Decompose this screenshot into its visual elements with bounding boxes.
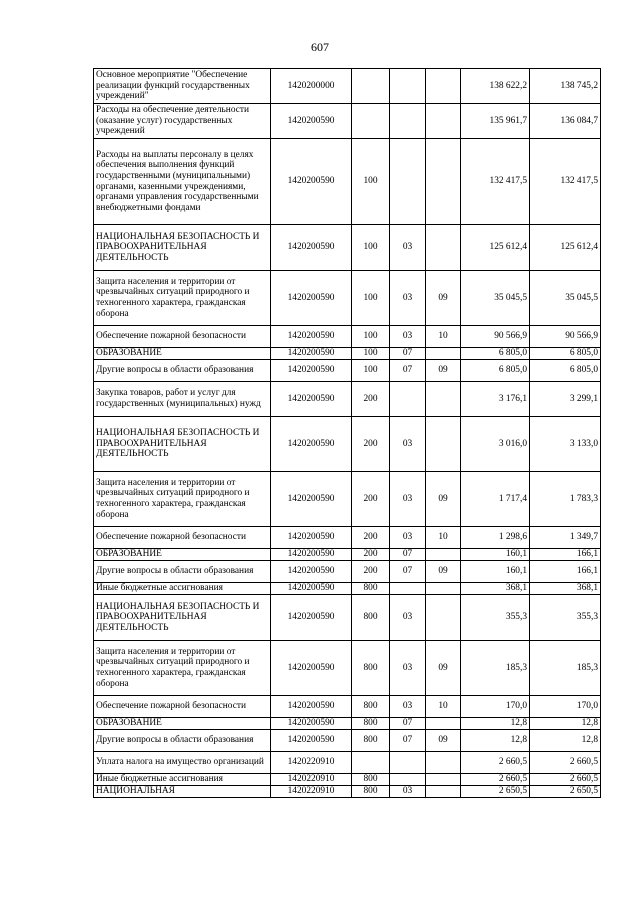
row-name-cell: Защита населения и территории от чрезвычайных ситуаций природного и техногенного характера, гражданская оборона — [94, 472, 271, 527]
subsection-cell — [426, 595, 461, 641]
amount-year2-cell: 138 745,2 — [530, 69, 601, 104]
target-code-cell: 1420200590 — [271, 348, 352, 360]
subsection-cell: 09 — [426, 472, 461, 527]
amount-year1-cell: 2 660,5 — [461, 774, 530, 786]
amount-year1-cell: 12,8 — [461, 730, 530, 752]
section-cell: 07 — [390, 360, 426, 382]
budget-table — [93, 68, 601, 798]
target-code-cell: 1420200590 — [271, 561, 352, 583]
subsection-cell — [426, 417, 461, 472]
target-code-cell: 1420200590 — [271, 139, 352, 225]
amount-year1-cell: 160,1 — [461, 549, 530, 561]
section-cell: 03 — [390, 225, 426, 271]
target-code-cell: 1420220910 — [271, 786, 352, 798]
row-name-cell: ОБРАЗОВАНИЕ — [94, 718, 271, 730]
section-cell: 03 — [390, 326, 426, 348]
amount-year2-cell: 2 660,5 — [530, 774, 601, 786]
amount-year2-cell: 132 417,5 — [530, 139, 601, 225]
amount-year1-cell: 1 717,4 — [461, 472, 530, 527]
table-row — [94, 326, 601, 348]
table-row — [94, 595, 601, 641]
expense-type-cell: 800 — [352, 786, 390, 798]
section-cell: 03 — [390, 595, 426, 641]
amount-year2-cell: 6 805,0 — [530, 348, 601, 360]
table-row — [94, 774, 601, 786]
section-cell: 03 — [390, 271, 426, 326]
table-row — [94, 561, 601, 583]
subsection-cell: 10 — [426, 326, 461, 348]
subsection-cell: 09 — [426, 561, 461, 583]
row-name-cell: Защита населения и территории от чрезвычайных ситуаций природного и техногенного характера, гражданская оборона — [94, 641, 271, 696]
row-name-cell: Уплата налога на имущество организаций — [94, 752, 271, 774]
table-row — [94, 417, 601, 472]
expense-type-cell: 800 — [352, 696, 390, 718]
amount-year2-cell: 1 349,7 — [530, 527, 601, 549]
row-name-cell: НАЦИОНАЛЬНАЯ БЕЗОПАСНОСТЬ И ПРАВООХРАНИТЕЛЬНАЯ ДЕЯТЕЛЬНОСТЬ — [94, 417, 271, 472]
section-cell — [390, 139, 426, 225]
expense-type-cell: 800 — [352, 718, 390, 730]
section-cell — [390, 752, 426, 774]
row-name-cell: НАЦИОНАЛЬНАЯ БЕЗОПАСНОСТЬ И ПРАВООХРАНИТЕЛЬНАЯ ДЕЯТЕЛЬНОСТЬ — [94, 225, 271, 271]
amount-year2-cell: 136 084,7 — [530, 104, 601, 139]
amount-year2-cell: 90 566,9 — [530, 326, 601, 348]
table-row — [94, 696, 601, 718]
row-name-cell: Обеспечение пожарной безопасности — [94, 326, 271, 348]
amount-year1-cell: 125 612,4 — [461, 225, 530, 271]
expense-type-cell: 200 — [352, 549, 390, 561]
expense-type-cell — [352, 752, 390, 774]
amount-year2-cell: 6 805,0 — [530, 360, 601, 382]
section-cell: 07 — [390, 730, 426, 752]
budget-table-body — [94, 69, 601, 798]
table-row — [94, 104, 601, 139]
amount-year1-cell: 160,1 — [461, 561, 530, 583]
row-name-cell: Иные бюджетные ассигнования — [94, 583, 271, 595]
subsection-cell — [426, 104, 461, 139]
amount-year1-cell: 3 176,1 — [461, 382, 530, 417]
expense-type-cell: 100 — [352, 360, 390, 382]
expense-type-cell: 100 — [352, 271, 390, 326]
section-cell — [390, 774, 426, 786]
target-code-cell: 1420200590 — [271, 696, 352, 718]
section-cell: 03 — [390, 417, 426, 472]
row-name-cell: Другие вопросы в области образования — [94, 360, 271, 382]
section-cell: 07 — [390, 549, 426, 561]
table-row — [94, 786, 601, 798]
amount-year2-cell: 170,0 — [530, 696, 601, 718]
target-code-cell: 1420200590 — [271, 104, 352, 139]
table-row — [94, 730, 601, 752]
table-row — [94, 348, 601, 360]
subsection-cell — [426, 382, 461, 417]
target-code-cell: 1420200590 — [271, 718, 352, 730]
amount-year1-cell: 6 805,0 — [461, 348, 530, 360]
table-row — [94, 360, 601, 382]
target-code-cell: 1420200590 — [271, 271, 352, 326]
expense-type-cell: 800 — [352, 774, 390, 786]
table-row — [94, 271, 601, 326]
subsection-cell — [426, 549, 461, 561]
section-cell — [390, 104, 426, 139]
amount-year1-cell: 132 417,5 — [461, 139, 530, 225]
expense-type-cell: 100 — [352, 326, 390, 348]
row-name-cell: Расходы на обеспечение деятельности (оказание услуг) государственных учреждений — [94, 104, 271, 139]
section-cell: 07 — [390, 561, 426, 583]
amount-year1-cell: 6 805,0 — [461, 360, 530, 382]
row-name-cell: НАЦИОНАЛЬНАЯ БЕЗОПАСНОСТЬ И ПРАВООХРАНИТЕЛЬНАЯ ДЕЯТЕЛЬНОСТЬ — [94, 595, 271, 641]
amount-year2-cell: 355,3 — [530, 595, 601, 641]
table-row — [94, 641, 601, 696]
target-code-cell: 1420200590 — [271, 225, 352, 271]
target-code-cell: 1420200590 — [271, 641, 352, 696]
amount-year1-cell: 185,3 — [461, 641, 530, 696]
page-number: 607 — [311, 40, 329, 54]
subsection-cell — [426, 718, 461, 730]
amount-year1-cell: 355,3 — [461, 595, 530, 641]
target-code-cell: 1420200590 — [271, 472, 352, 527]
target-code-cell: 1420220910 — [271, 752, 352, 774]
row-name-cell: Закупка товаров, работ и услуг для государственных (муниципальных) нужд — [94, 382, 271, 417]
amount-year1-cell: 1 298,6 — [461, 527, 530, 549]
amount-year2-cell: 12,8 — [530, 730, 601, 752]
expense-type-cell: 100 — [352, 139, 390, 225]
amount-year1-cell: 12,8 — [461, 718, 530, 730]
subsection-cell — [426, 139, 461, 225]
table-row — [94, 225, 601, 271]
target-code-cell: 1420200590 — [271, 326, 352, 348]
target-code-cell: 1420200590 — [271, 583, 352, 595]
table-row — [94, 139, 601, 225]
target-code-cell: 1420200590 — [271, 417, 352, 472]
section-cell: 07 — [390, 718, 426, 730]
amount-year1-cell: 90 566,9 — [461, 326, 530, 348]
expense-type-cell: 100 — [352, 348, 390, 360]
amount-year1-cell: 138 622,2 — [461, 69, 530, 104]
amount-year2-cell: 125 612,4 — [530, 225, 601, 271]
row-name-cell: Обеспечение пожарной безопасности — [94, 527, 271, 549]
subsection-cell — [426, 786, 461, 798]
row-name-cell: Основное мероприятие "Обеспечение реализации функций государственных учреждений" — [94, 69, 271, 104]
amount-year2-cell: 1 783,3 — [530, 472, 601, 527]
subsection-cell: 09 — [426, 641, 461, 696]
expense-type-cell: 800 — [352, 641, 390, 696]
subsection-cell — [426, 225, 461, 271]
amount-year1-cell: 2 650,5 — [461, 786, 530, 798]
amount-year2-cell: 368,1 — [530, 583, 601, 595]
target-code-cell: 1420200590 — [271, 527, 352, 549]
row-name-cell: Обеспечение пожарной безопасности — [94, 696, 271, 718]
section-cell: 07 — [390, 348, 426, 360]
subsection-cell — [426, 774, 461, 786]
target-code-cell: 1420200590 — [271, 549, 352, 561]
amount-year2-cell: 2 660,5 — [530, 752, 601, 774]
expense-type-cell: 200 — [352, 472, 390, 527]
amount-year1-cell: 2 660,5 — [461, 752, 530, 774]
section-cell: 03 — [390, 641, 426, 696]
expense-type-cell: 200 — [352, 417, 390, 472]
expense-type-cell: 800 — [352, 583, 390, 595]
section-cell: 03 — [390, 527, 426, 549]
amount-year2-cell: 3 133,0 — [530, 417, 601, 472]
section-cell — [390, 69, 426, 104]
expense-type-cell: 800 — [352, 595, 390, 641]
amount-year2-cell: 185,3 — [530, 641, 601, 696]
row-name-cell: Защита населения и территории от чрезвычайных ситуаций природного и техногенного характера, гражданская оборона — [94, 271, 271, 326]
row-name-cell: Иные бюджетные ассигнования — [94, 774, 271, 786]
table-row — [94, 549, 601, 561]
target-code-cell: 1420200590 — [271, 360, 352, 382]
table-row — [94, 527, 601, 549]
target-code-cell: 1420200000 — [271, 69, 352, 104]
subsection-cell: 09 — [426, 271, 461, 326]
table-row — [94, 752, 601, 774]
subsection-cell — [426, 583, 461, 595]
row-name-cell: ОБРАЗОВАНИЕ — [94, 348, 271, 360]
expense-type-cell: 200 — [352, 527, 390, 549]
amount-year2-cell: 12,8 — [530, 718, 601, 730]
row-name-cell: Другие вопросы в области образования — [94, 730, 271, 752]
section-cell: 03 — [390, 696, 426, 718]
amount-year1-cell: 135 961,7 — [461, 104, 530, 139]
expense-type-cell — [352, 104, 390, 139]
row-name-cell: Расходы на выплаты персоналу в целях обеспечения выполнения функций государственными (муниципальными) органами, казенными учреждениями, органами управления государственными внебюджетными фондами — [94, 139, 271, 225]
table-row — [94, 382, 601, 417]
section-cell — [390, 382, 426, 417]
target-code-cell: 1420220910 — [271, 774, 352, 786]
table-row — [94, 718, 601, 730]
subsection-cell: 10 — [426, 696, 461, 718]
expense-type-cell: 200 — [352, 561, 390, 583]
subsection-cell — [426, 348, 461, 360]
amount-year1-cell: 170,0 — [461, 696, 530, 718]
subsection-cell: 09 — [426, 360, 461, 382]
amount-year1-cell: 35 045,5 — [461, 271, 530, 326]
row-name-cell: НАЦИОНАЛЬНАЯ — [94, 786, 271, 798]
expense-type-cell: 100 — [352, 225, 390, 271]
target-code-cell: 1420200590 — [271, 382, 352, 417]
subsection-cell — [426, 752, 461, 774]
amount-year2-cell: 166,1 — [530, 561, 601, 583]
section-cell — [390, 583, 426, 595]
table-row — [94, 69, 601, 104]
subsection-cell: 09 — [426, 730, 461, 752]
amount-year2-cell: 2 650,5 — [530, 786, 601, 798]
expense-type-cell: 800 — [352, 730, 390, 752]
expense-type-cell: 200 — [352, 382, 390, 417]
expense-type-cell — [352, 69, 390, 104]
row-name-cell: ОБРАЗОВАНИЕ — [94, 549, 271, 561]
subsection-cell: 10 — [426, 527, 461, 549]
amount-year2-cell: 3 299,1 — [530, 382, 601, 417]
amount-year2-cell: 35 045,5 — [530, 271, 601, 326]
target-code-cell: 1420200590 — [271, 595, 352, 641]
subsection-cell — [426, 69, 461, 104]
table-row — [94, 472, 601, 527]
section-cell: 03 — [390, 472, 426, 527]
target-code-cell: 1420200590 — [271, 730, 352, 752]
section-cell: 03 — [390, 786, 426, 798]
amount-year1-cell: 3 016,0 — [461, 417, 530, 472]
amount-year2-cell: 166,1 — [530, 549, 601, 561]
amount-year1-cell: 368,1 — [461, 583, 530, 595]
table-row — [94, 583, 601, 595]
row-name-cell: Другие вопросы в области образования — [94, 561, 271, 583]
